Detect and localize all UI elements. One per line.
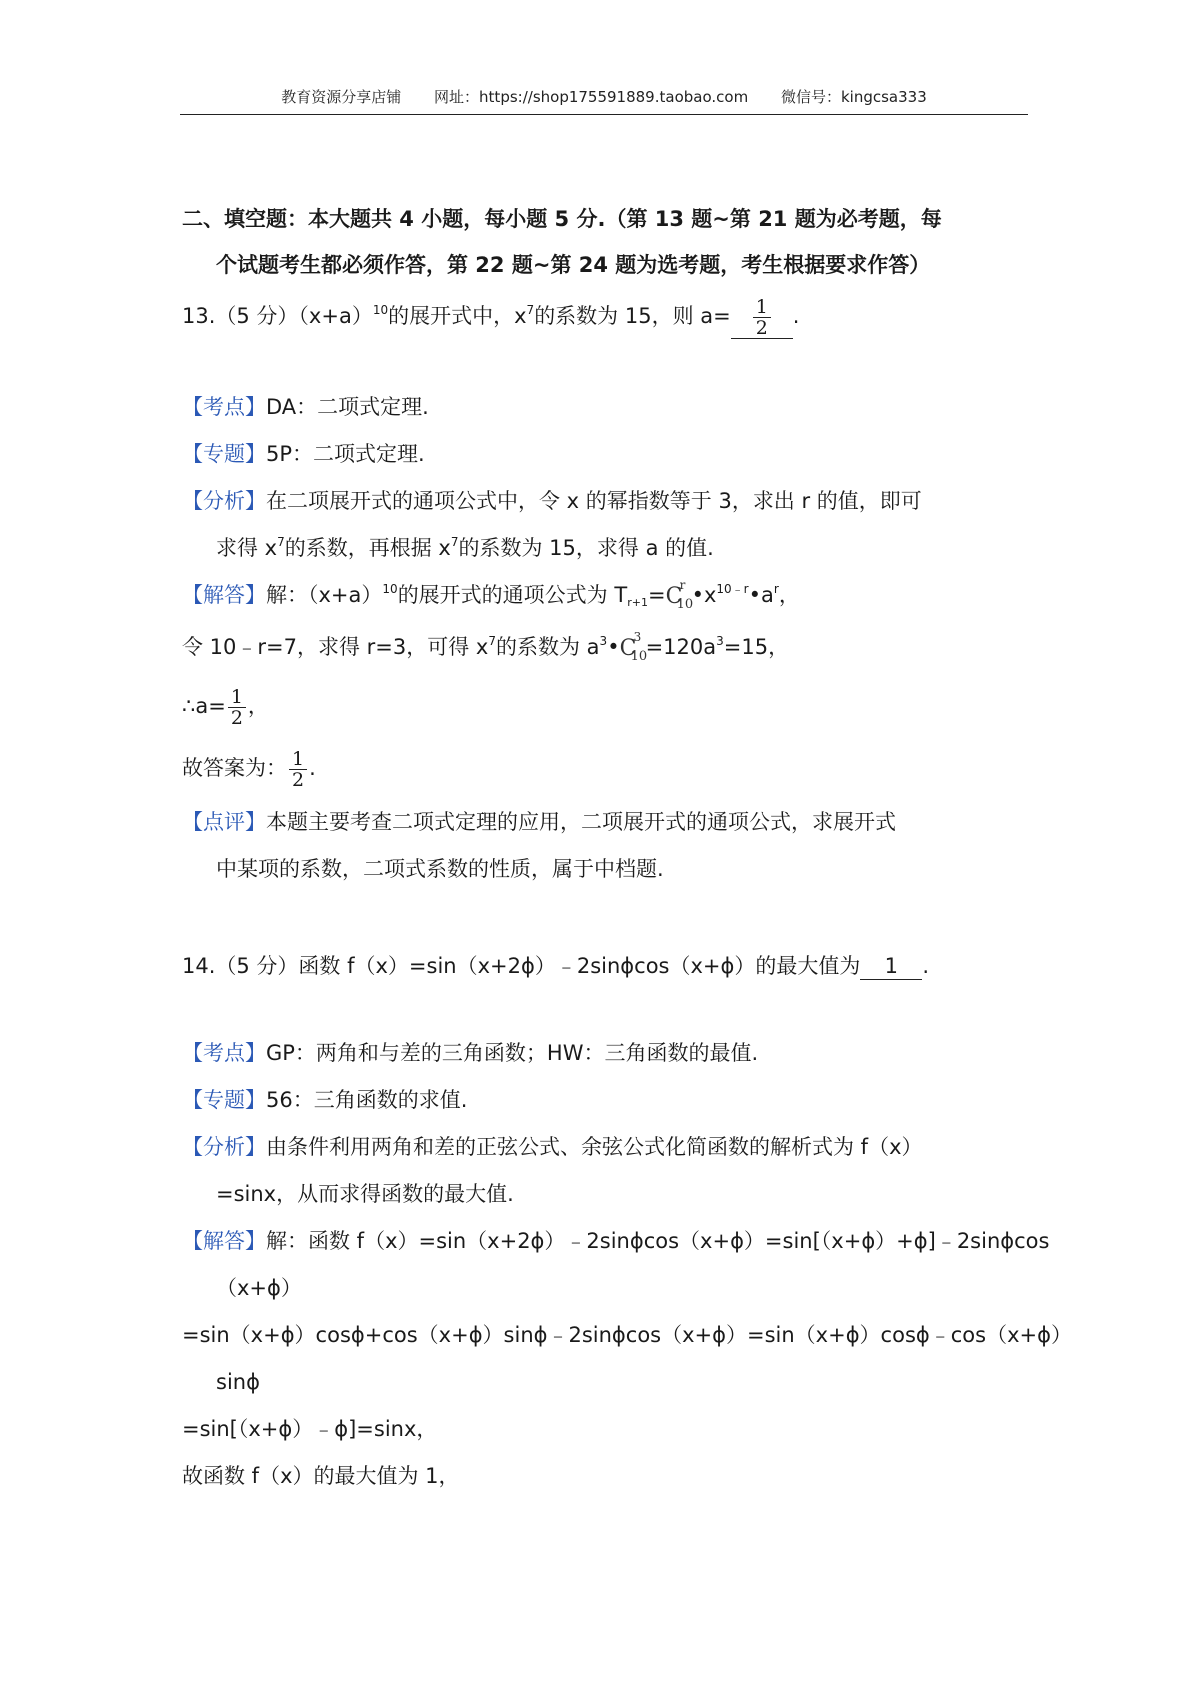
q14-jieda-2: （x+ϕ） [216,1276,302,1300]
header-shop: 教育资源分享店铺 [281,88,402,106]
q13-jieda-3: ∴a= $\frac{1}{2}$ ， [182,685,269,729]
combination-symbol: C 3 10 [619,630,648,664]
q13-jieda-2: 令 10﹣r=7，求得 r=3，可得 $x^7$的系数为 $a^3•$ C 3 10 $=120a^3=15$， [182,630,790,664]
q13-jieda-4: 故答案为： $\frac{1}{2}$ . [182,747,316,791]
q14-kaodian: 【考点】GP：两角和与差的三角函数；HW：三角函数的最值. [182,1041,759,1065]
q14-answer-blank: 1 [860,953,922,980]
q13-dianping-cont: 中某项的系数，二项式系数的性质，属于中档题. [216,857,664,881]
q14-jieda: 【解答】解：函数 f（x）=sin（x+2ϕ）﹣2sinϕcos（x+ϕ）=sin[（x+ϕ）+ϕ]﹣2sinϕcos [182,1229,1050,1253]
q14-jieda-5: =sin[（x+ϕ）﹣ϕ]=sinx， [182,1417,438,1441]
header-wechat: 微信号：kingcsa333 [780,88,927,106]
q13-answer-fraction: $\frac{1}{2}$ [753,297,771,338]
header-url: 网址：https://shop175591889.taobao.com [434,88,749,106]
combination-symbol: C r 10 [665,578,694,612]
page-header [180,86,1028,115]
section-title-cont: 个试题考生都必须作答，第 22 题~第 24 题为选考题，考生根据要求作答） [216,253,931,277]
q13-dianping: 【点评】本题主要考查二项式定理的应用，二项展开式的通项公式，求展开式 [182,810,896,834]
document-body [182,196,1072,1500]
q13-fenxi-cont: 求得 $x^7$的系数，再根据 $x^7$的系数为 15，求得 a 的值. [216,535,714,560]
q14-jieda-3: =sin（x+ϕ）cosϕ+cos（x+ϕ）sinϕ﹣2sinϕcos（x+ϕ）=sin（x+ϕ）cosϕ﹣cos（x+ϕ） [182,1323,1072,1347]
q14-jieda-4: sinϕ [216,1370,260,1394]
q13-zhuanti: 【专题】5P：二项式定理. [182,442,425,466]
q13-kaodian: 【考点】DA：二项式定理. [182,395,429,419]
section-title: 二、填空题：本大题共 4 小题，每小题 5 分.（第 13 题~第 21 题为必考题，每 [182,207,942,231]
q14-zhuanti: 【专题】56：三角函数的求值. [182,1088,468,1112]
q13-jieda: 【解答】解：$(x+a)^{10}$的展开式的通项公式为 $T_{r+1}=$ C r 10 $•x^{10﹣r}•a^r$， [182,578,800,612]
q14-fenxi: 【分析】由条件利用两角和差的正弦公式、余弦公式化简函数的解析式为 f（x） [182,1135,923,1159]
fraction-half: $\frac{1}{2}$ [228,687,246,728]
q13-fenxi: 【分析】在二项展开式的通项公式中，令 x 的幂指数等于 3，求出 r 的值，即可 [182,489,922,513]
fraction-half: $\frac{1}{2}$ [289,749,307,790]
q14-fenxi-cont: =sinx，从而求得函数的最大值. [216,1182,514,1206]
q14-stem: 14.（5 分）函数 f（x）=sin（x+2ϕ）﹣2sinϕcos（x+ϕ）的最大值为 1 . [182,954,930,978]
q13-stem: 13.（5 分）$(x+a)^{10}$的展开式中，$x^7$的系数为 15，则 a= $\frac{1}{2}$ . [182,295,800,339]
q13-answer-blank [731,297,793,339]
q14-jieda-6: 故函数 f（x）的最大值为 1， [182,1464,460,1488]
